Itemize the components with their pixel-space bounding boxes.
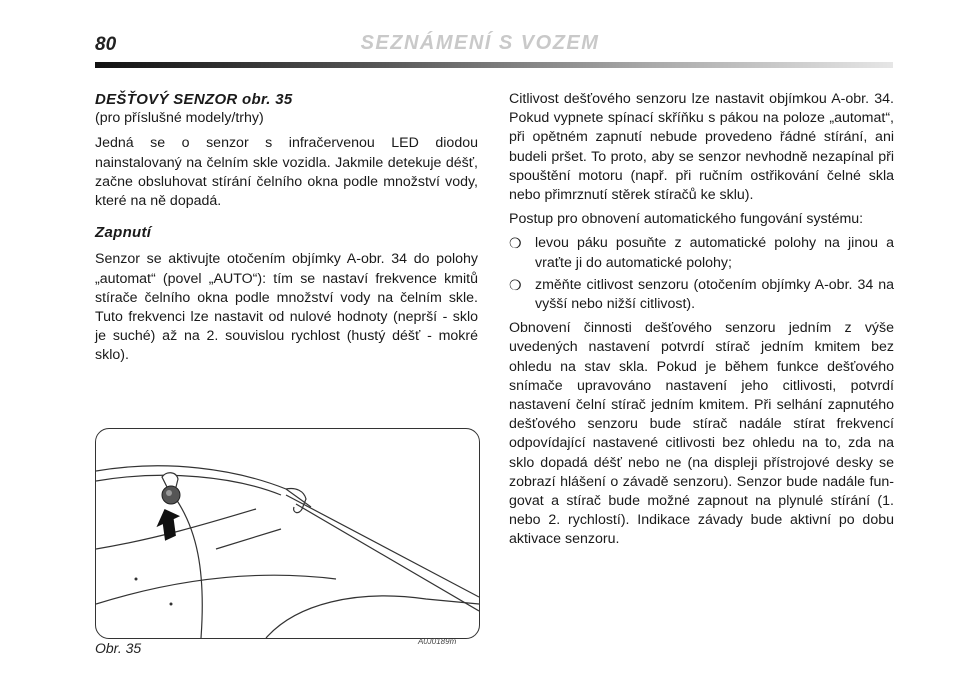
windshield-drawing	[96, 429, 479, 638]
article-subtitle: (pro příslušné modely/trhy)	[95, 110, 264, 127]
body-detail-dot	[170, 603, 173, 606]
procedure-list	[509, 234, 894, 314]
right-column	[509, 90, 894, 555]
list-item	[509, 276, 894, 314]
list-item-text: změňte citlivost senzoru (otočením objímky A-obr. 34 na vyšší nebo nižší citlivost).	[535, 276, 894, 313]
circle-bullet-icon: ❍	[509, 276, 522, 293]
arrow-pointer-icon	[151, 504, 187, 541]
section-title: SEZNÁMENÍ S VOZEM	[360, 32, 600, 54]
figure-caption: Obr. 35	[95, 640, 142, 656]
a-pillar-inner	[296, 504, 479, 611]
restore-paragraph: Obnovení činnosti dešťového senzoru jedním z výše uvedených nastavení potvrdí stírač jedním kmitem bez ohledu na stav skla. Pokud je během funkce dešťového snímače upravováno nastavení jeho citlivosti, potvrdí nastavení čelní stírač jedním kmitem. Při selhání zapnutého dešťového senzoru bude stírač nadále stírat frekvencí odpovídající nastavené citlivosti bez ohledu na to, zda na sklo dopadá déšť nebo ne (na displeji přístrojové desky se zobrazí hlášení o závadě senzoru). Senzor bude nadále fungovat a stírač bude možné zapnout na plynulé stírání (1. nebo 2. rychlostí). Indikace závady bude aktivní po dobu aktivace senzoru.	[509, 320, 894, 548]
list-item-text: levou páku posuňte z automatické polohy na jinou a vraťte ji do automatické polohy;	[535, 235, 894, 271]
header-rule	[95, 62, 893, 68]
fender-line	[266, 596, 479, 638]
figure-code: A0J0189m	[418, 637, 457, 646]
intro-paragraph: Jedná se o senzor s infračervenou LED diodou nainstalovaný na čelním skle vozidla. Jakmile detekuje déšť, začne obsluhovat stírání čelního okna podle množství vody, které na ně dopadá.	[95, 135, 478, 210]
procedure-intro: Postup pro obnovení automatického fungování systému:	[509, 211, 864, 228]
wiper-line	[216, 529, 281, 549]
a-pillar	[286, 495, 479, 597]
windshield-curve	[176, 499, 202, 638]
body-detail-dot	[135, 578, 138, 581]
article-title: DEŠŤOVÝ SENZOR obr. 35	[95, 91, 293, 108]
hood-line	[96, 575, 336, 604]
section-heading-zapnuti: Zapnutí	[95, 224, 152, 242]
page-number: 80	[95, 34, 117, 55]
section-paragraph: Senzor se aktivujte otočením objímky A-obr. 34 do polohy „automat“ (povel „AUTO“): tím se nastaví frekvence kmitů stírače čelního okna podle množství vody na čelním skle. Tuto frekvenci lze nastavit od nulové hodnoty (neprší - sklo je suché) až na 2. souvislou rychlost (hustý déšť - mokré sklo).	[95, 251, 478, 364]
windshield-sensor-illustration	[95, 428, 480, 639]
rain-sensor-icon	[162, 473, 180, 504]
circle-bullet-icon: ❍	[509, 235, 522, 252]
roof-line	[96, 466, 311, 507]
list-item	[509, 234, 894, 272]
left-column	[95, 90, 478, 371]
sensitivity-paragraph: Citlivost dešťového senzoru lze nastavit objímkou A-obr. 34. Pokud vypnete spínací skříňku s pákou na poloze „automat“, při opětném zapnutí nebude provedeno řádné stírání, ani budeli pršet. To proto, aby se senzor nevhodně nezapínal při spouštění motoru (např. při ručním ostřikování čelné skla nebo přimrznutí stěrek stíračů ke sklu).	[509, 91, 894, 204]
